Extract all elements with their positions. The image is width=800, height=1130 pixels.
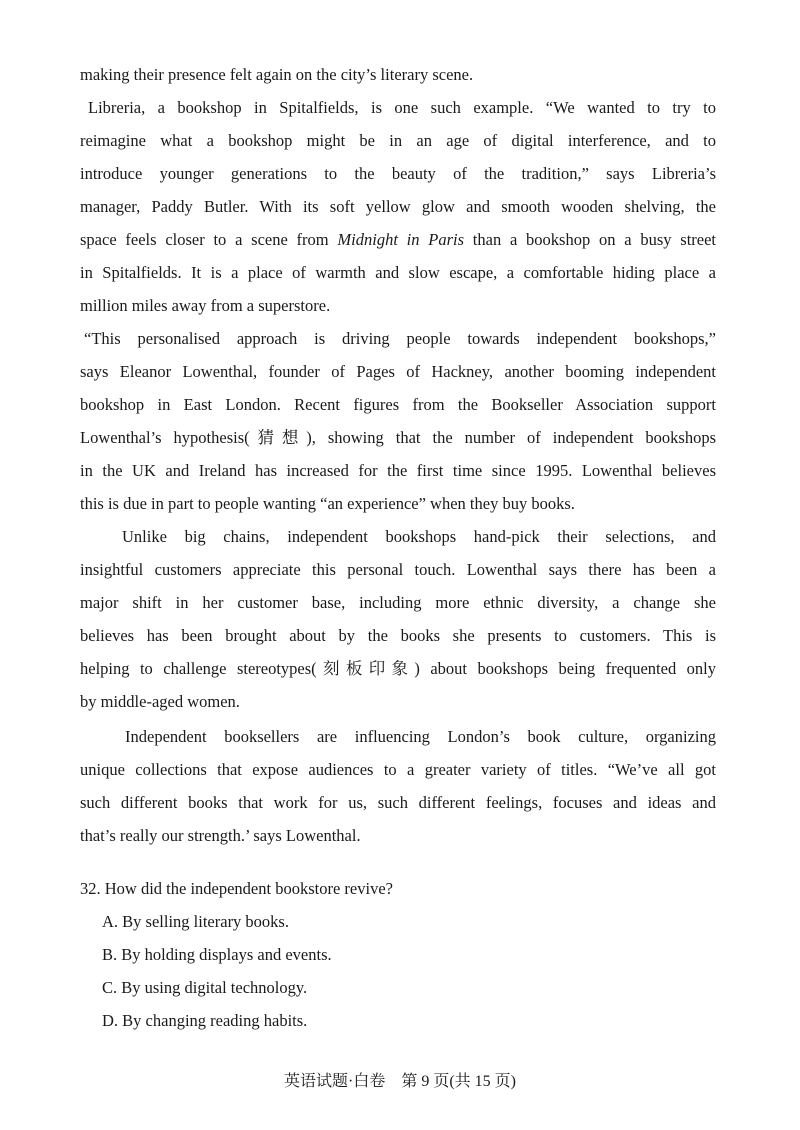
text-line: Libreria, a bookshop in Spitalfields, is one such example. “We wanted to try to	[88, 98, 716, 117]
text-line: Independent booksellers are influencing London’s book culture, organizing	[125, 727, 716, 746]
text-line: manager, Paddy Butler. With its soft yellow glow and smooth wooden shelving, the	[80, 197, 716, 216]
text-line: that’s really our strength.’ says Lowenthal.	[80, 826, 361, 845]
italic-title: Midnight in Paris	[337, 230, 465, 249]
text-line: introduce younger generations to the beauty of the tradition,” says Libreria’s	[80, 164, 716, 183]
text-span: than a bookshop on a busy street	[464, 230, 716, 249]
text-line	[80, 223, 716, 256]
option-c: C. By using digital technology.	[102, 978, 308, 997]
text-line: this is due in part to people wanting “an experience” when they buy books.	[80, 494, 575, 513]
option-a: A. By selling literary books.	[102, 912, 289, 931]
paragraph	[80, 322, 716, 520]
paragraph	[80, 520, 716, 718]
paragraph	[80, 58, 716, 91]
paragraph	[80, 91, 716, 322]
passage	[80, 58, 716, 852]
page-footer: 英语试题·白卷 第 9 页(共 15 页)	[284, 1073, 516, 1090]
text-line: making their presence felt again on the city’s literary scene.	[80, 65, 474, 84]
text-line: insightful customers appreciate this personal touch. Lowenthal says there has been a	[80, 560, 716, 579]
text-line: by middle-aged women.	[80, 692, 240, 711]
text-line: bookshop in East London. Recent figures from the Bookseller Association support	[80, 395, 716, 414]
text-line: in the UK and Ireland has increased for the first time since 1995. Lowenthal believes	[80, 461, 716, 480]
question-stem: 32. How did the independent bookstore revive?	[80, 879, 393, 898]
text-line: “This personalised approach is driving people towards independent bookshops,”	[84, 329, 716, 348]
text-line: million miles away from a superstore.	[80, 296, 331, 315]
text-line: Unlike big chains, independent bookshops hand-pick their selections, and	[122, 527, 716, 546]
option-b: B. By holding displays and events.	[102, 945, 332, 964]
text-span: space feels closer to a scene from	[80, 230, 338, 249]
text-line: believes has been brought about by the books she presents to customers. This is	[80, 626, 716, 645]
text-line: such different books that work for us, such different feelings, focuses and ideas and	[80, 793, 716, 812]
text-line: says Eleanor Lowenthal, founder of Pages of Hackney, another booming independent	[80, 362, 716, 381]
question-32	[80, 872, 393, 1037]
text-line: reimagine what a bookshop might be in an age of digital interference, and to	[80, 131, 716, 150]
text-line: unique collections that expose audiences to a greater variety of titles. “We’ve all got	[80, 760, 716, 779]
text-line: Lowenthal’s hypothesis(猜想), showing that the number of independent bookshops	[80, 428, 716, 447]
text-line: in Spitalfields. It is a place of warmth and slow escape, a comfortable hiding place a	[80, 263, 716, 282]
text-line: helping to challenge stereotypes(刻板印象) about bookshops being frequented only	[80, 659, 716, 678]
paragraph	[80, 720, 716, 852]
text-line: major shift in her customer base, including more ethnic diversity, a change she	[80, 593, 716, 612]
option-d: D. By changing reading habits.	[102, 1011, 308, 1030]
